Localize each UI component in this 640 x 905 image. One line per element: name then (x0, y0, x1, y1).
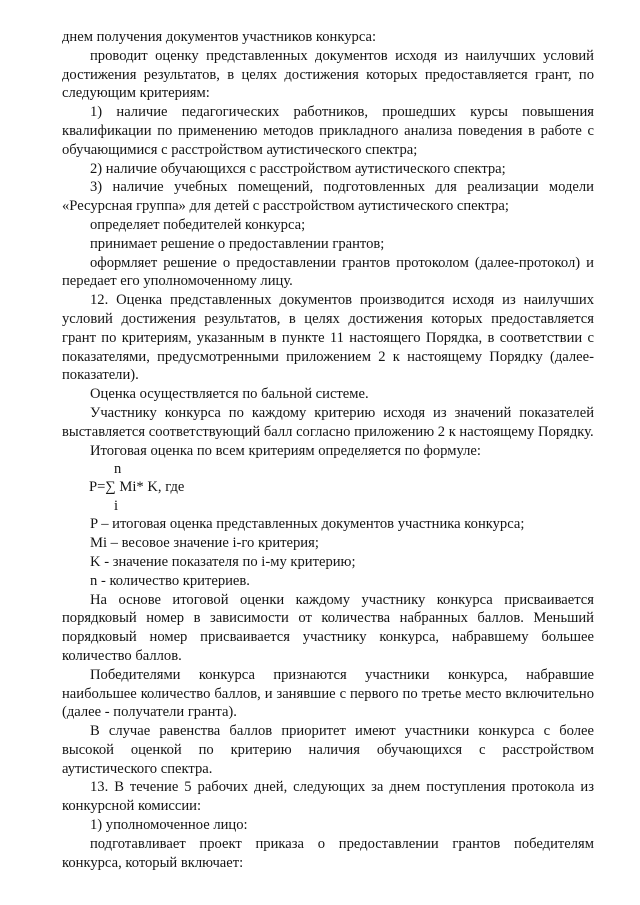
paragraph: Оценка осуществляется по бальной системе. (90, 386, 369, 403)
definition-k: K - значение показателя по i-му критерию; (90, 553, 356, 570)
paragraph: днем получения документов участников конкурса: (62, 29, 377, 45)
paragraph: 1) уполномоченное лицо: (90, 817, 248, 834)
criterion-3: 3) наличие учебных помещений, подготовленных для реализации модели «Ресурсная группа» для детей с расстройством аутистического спектра; (62, 179, 594, 215)
formula-expression: P=∑ Mi* K, где (89, 479, 185, 496)
score-formula (62, 460, 594, 515)
formula-upper-limit: n (114, 461, 122, 478)
paragraph: оформляет решение о предоставлении грантов протоколом (далее-протокол) и передает его уполномоченному лицу. (62, 254, 594, 290)
paragraph: Победителями конкурса признаются участники конкурса, набравшие наибольшее количество баллов, и занявшие с первого по третье место включительно (далее - получатели гранта). (62, 666, 594, 721)
criterion-1: 1) наличие педагогических работников, прошедших курсы повышения квалификации по применению методов прикладного анализа поведения в работе с обучающимися с расстройством аутистического спектра; (62, 104, 594, 158)
paragraph: На основе итоговой оценки каждому участнику конкурса присваивается порядковый номер в зависимости от количества набранных баллов. Меньший порядковый номер присваивается участнику конкурса, набравшему большее количество баллов. (62, 591, 594, 664)
clause-13: 13. В течение 5 рабочих дней, следующих за днем поступления протокола из конкурсной комиссии: (62, 779, 594, 815)
paragraph: проводит оценку представленных документов исходя из наилучших условий достижения результатов, в целях достижения которых предоставляется грант, по следующим критериям: (62, 47, 594, 102)
document-body (62, 28, 594, 872)
paragraph: В случае равенства баллов приоритет имеют участники конкурса с более высокой оценкой по критерию наличия обучающихся с расстройством аутистического спектра. (62, 723, 594, 777)
paragraph: определяет победителей конкурса; (90, 216, 306, 233)
formula-lower-limit: i (114, 498, 119, 515)
definition-p: P – итоговая оценка представленных документов участника конкурса; (90, 516, 525, 533)
definition-mi: Mi – весовое значение i-го критерия; (90, 535, 319, 552)
criterion-2: 2) наличие обучающихся с расстройством аутистического спектра; (90, 160, 506, 177)
paragraph: Итоговая оценка по всем критериям определяется по формуле: (90, 442, 481, 459)
definition-n: n - количество критериев. (90, 572, 250, 589)
paragraph: принимает решение о предоставлении грантов; (90, 235, 385, 252)
paragraph: подготавливает проект приказа о предоставлении грантов победителям конкурса, который включает: (62, 835, 594, 871)
clause-12: 12. Оценка представленных документов производится исходя из наилучших условий достижения результатов, в целях достижения которых предоставляется грант по критериям, указанным в пункте 11 настоящего Порядка, в соответствии с показателями, предусмотренными приложением 2 к настоящему Порядку (далее-показатели). (62, 292, 594, 384)
paragraph: Участнику конкурса по каждому критерию исходя из значений показателей выставляется соответствующий балл согласно приложению 2 к настоящему Порядку. (62, 404, 594, 440)
